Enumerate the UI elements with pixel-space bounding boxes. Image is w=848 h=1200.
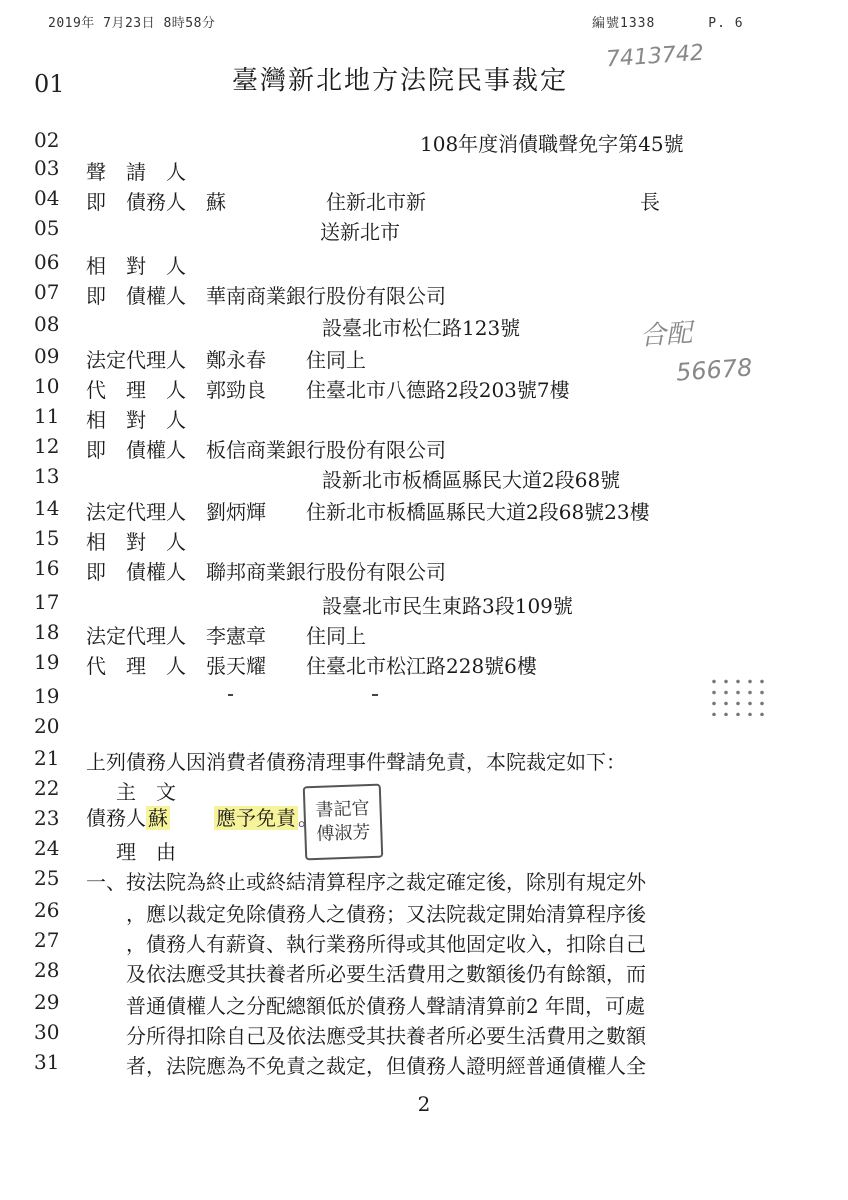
line-number: 30	[34, 1020, 60, 1044]
line-text: 設新北市板橋區縣民大道2段68號	[322, 468, 621, 492]
handwritten-note-1: 合配	[639, 318, 694, 352]
line-text: 分所得扣除自己及依法應受其扶養者所必要生活費用之數額	[126, 1024, 646, 1048]
line-number: 03	[34, 156, 60, 180]
line-number: 15	[34, 526, 60, 550]
fax-datetime: 2019年 7月23日 8時58分	[48, 16, 216, 31]
line-number: 08	[34, 312, 60, 336]
line-number: 01	[34, 70, 65, 98]
line-text: 代 理 人 郭勁良 住臺北市八德路2段203號7樓	[86, 378, 570, 402]
line-text: 送新北市	[320, 220, 400, 244]
line-text: 法定代理人 鄭永春 住同上	[86, 348, 366, 372]
line-text: 法定代理人 李憲章 住同上	[86, 624, 366, 648]
line-number: 09	[34, 344, 60, 368]
scan-smudge	[372, 694, 378, 696]
clerk-seal	[303, 784, 384, 861]
handwritten-note-2: 56678	[675, 353, 754, 387]
document-title: 臺灣新北地方法院民事裁定	[231, 66, 568, 96]
order-line	[86, 802, 318, 831]
line-number: 05	[34, 216, 60, 240]
line-number: 28	[34, 958, 60, 982]
fax-dot-mark	[708, 676, 768, 716]
line-number: 18	[34, 620, 60, 644]
line-text: 即 債權人 板信商業銀行股份有限公司	[86, 438, 446, 462]
line-number: 11	[34, 404, 60, 428]
order-suffix: 。	[298, 806, 318, 830]
line-number: 04	[34, 186, 60, 210]
line-text: 聲 請 人	[86, 160, 186, 184]
line-text: 及依法應受其扶養者所必要生活費用之數額後仍有餘額，而	[126, 962, 646, 986]
seal-line-1: 書記官	[315, 798, 370, 821]
line04-tail: 長	[640, 190, 660, 214]
line-text: ，債務人有薪資、執行業務所得或其他固定收入，扣除自己	[126, 932, 646, 956]
line-text: 相 對 人	[86, 254, 186, 278]
line-number: 26	[34, 898, 60, 922]
page-number: 2	[417, 1092, 431, 1116]
line-text: 一、按法院為終止或終結清算程序之裁定確定後，除別有規定外	[86, 870, 646, 894]
fax-header	[0, 12, 848, 36]
fax-number-page	[592, 12, 744, 31]
scan-smudge	[228, 694, 233, 696]
line-text: 者，法院應為不免責之裁定，但債務人證明經普通債權人全	[126, 1054, 646, 1078]
line-number: 10	[34, 374, 60, 398]
line-text: 設臺北市松仁路123號	[322, 316, 521, 340]
line-text: 108年度消債職聲免字第45號	[420, 132, 684, 156]
order-prefix: 債務人	[86, 806, 146, 830]
line-text: ，應以裁定免除債務人之債務；又法院裁定開始清算程序後	[126, 902, 646, 926]
line-text: 相 對 人	[86, 408, 186, 432]
fax-page: P. 6	[708, 16, 744, 31]
line-number: 19	[34, 650, 60, 674]
line-number: 14	[34, 496, 60, 520]
line-text: 法定代理人 劉炳輝 住新北市板橋區縣民大道2段68號23樓	[86, 500, 650, 524]
line-number: 17	[34, 590, 60, 614]
line-number: 02	[34, 128, 60, 152]
line-text: 即 債務人 蘇 住新北市新	[86, 190, 426, 214]
seal-line-2: 傅淑芳	[316, 822, 371, 845]
line-text: 普通債權人之分配總額低於債務人聲請清算前2 年間，可處	[126, 994, 646, 1018]
line-number: 31	[34, 1050, 60, 1074]
line-text: 相 對 人	[86, 530, 186, 554]
order-debtor-name: 蘇	[148, 806, 168, 830]
line-text: 上列債務人因消費者債務清理事件聲請免責，本院裁定如下：	[86, 750, 626, 774]
line-text: 理 由	[116, 840, 176, 864]
line-number: 21	[34, 746, 60, 770]
fax-number: 編號1338	[592, 16, 656, 31]
line-number: 06	[34, 250, 60, 274]
line-text: 設臺北市民生東路3段109號	[322, 594, 573, 618]
line-number: 12	[34, 434, 60, 458]
line-number: 07	[34, 280, 60, 304]
line-number: 23	[34, 806, 60, 830]
line-number: 20	[34, 714, 60, 738]
line-number: 22	[34, 776, 60, 800]
line-text: 即 債權人 華南商業銀行股份有限公司	[86, 284, 446, 308]
line-text: 主 文	[116, 780, 176, 804]
line-number: 25	[34, 866, 60, 890]
line-number: 19	[34, 684, 60, 708]
line-text: 即 債權人 聯邦商業銀行股份有限公司	[86, 560, 446, 584]
line-number: 27	[34, 928, 60, 952]
line-text: 代 理 人 張天耀 住臺北市松江路228號6樓	[86, 654, 537, 678]
line-number: 29	[34, 990, 60, 1014]
line-number: 24	[34, 836, 60, 860]
line-number: 13	[34, 464, 60, 488]
handwritten-number: 7413742	[605, 40, 705, 73]
line-number: 16	[34, 556, 60, 580]
order-discharge: 應予免責	[216, 806, 296, 830]
